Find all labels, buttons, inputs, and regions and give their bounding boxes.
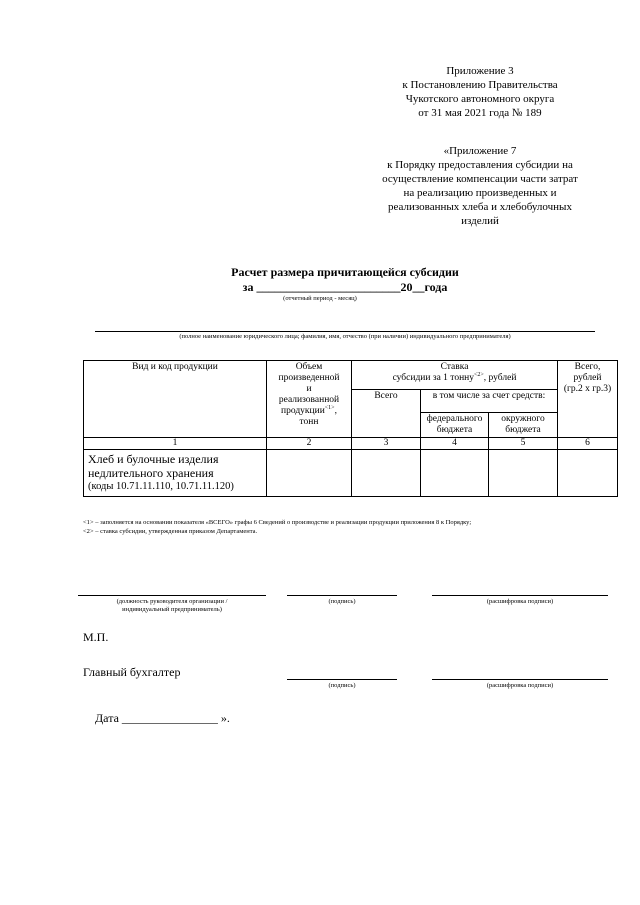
header-product-label: Вид и код продукции — [132, 362, 218, 372]
header-district-l2: бюджета — [505, 425, 541, 435]
header-total-l1: Всего, — [574, 362, 601, 372]
header-volume-l7: тонн — [299, 417, 319, 427]
footnotes — [83, 519, 603, 536]
head-decode-line — [432, 595, 608, 596]
date-line: Дата ________________ ». — [95, 711, 230, 725]
organization-caption: (полное наименование юридического лица; фамилия, имя, отчество (при наличии) индивидуального предпринимателя) — [179, 333, 511, 340]
header-federal-l2: бюджета — [436, 425, 473, 435]
product-l1: Хлеб и булочные изделия — [88, 452, 219, 466]
product-l3: (коды 10.71.11.110, 10.71.11.120) — [88, 481, 234, 492]
product-l2: недлительного хранения — [88, 466, 214, 480]
column-number: 2 — [267, 438, 352, 450]
rate-district-cell[interactable] — [489, 450, 558, 497]
column-number: 4 — [421, 438, 489, 450]
header-total-l2: рублей — [573, 373, 602, 383]
chief-accountant-label: Главный бухгалтер — [83, 665, 181, 679]
column-number: 3 — [352, 438, 421, 450]
rate-all-cell[interactable] — [352, 450, 421, 497]
appendix-7-line4: на реализацию произведенных и — [403, 187, 557, 199]
header-volume-l5: продукции — [281, 406, 325, 416]
appendix-7-header — [360, 144, 600, 228]
header-including-label: в том числе за счет средств: — [432, 391, 546, 401]
header-volume-l2: произведенной — [278, 373, 340, 383]
header-total — [558, 361, 618, 438]
stamp-label: М.П. — [83, 630, 109, 644]
title-line1: Расчет размера причитающейся субсидии — [231, 265, 459, 279]
header-total-l3: (гр.2 х гр.3) — [563, 384, 612, 394]
table-row — [84, 450, 618, 497]
header-volume — [267, 361, 352, 438]
header-volume-comma: , — [334, 406, 337, 416]
header-federal-l1: федерального — [426, 414, 483, 424]
header-rate-l2: субсидии за 1 тонну — [392, 373, 474, 383]
column-numbers-row — [84, 438, 618, 450]
header-rate-l3: , рублей — [483, 373, 517, 383]
appendix-3-header — [360, 64, 600, 120]
appendix-7-line3: осуществление компенсации части затрат — [382, 173, 578, 185]
column-number: 1 — [84, 438, 267, 450]
head-caption-l2: индивидуальный предприниматель) — [122, 606, 222, 613]
appendix-7-line5: реализованных хлеба и хлебобулочных — [388, 201, 572, 213]
header-district-l1: окружного — [501, 414, 545, 424]
column-number: 5 — [489, 438, 558, 450]
accountant-signature-line — [287, 679, 397, 680]
header-all — [352, 390, 421, 438]
total-cell[interactable] — [558, 450, 618, 497]
header-volume-l4: реализованной — [278, 395, 340, 405]
appendix-3-line3: Чукотского автономного округа — [405, 93, 555, 105]
title-line2: за ________________________20__года — [242, 280, 448, 294]
appendix-7-line2: к Порядку предоставления субсидии на — [387, 159, 573, 171]
footnote-1: <1> – заполняется на основании показателя «ВСЕГО» графы 6 Сведений о производстве и реализации продукции приложения 8 к Порядку; — [83, 519, 472, 526]
period-caption: (отчетный период - месяц) — [283, 295, 357, 302]
head-position-line — [78, 595, 266, 596]
column-number: 6 — [558, 438, 618, 450]
accountant-decode-line — [432, 679, 608, 680]
appendix-7-line1: «Приложение 7 — [443, 145, 517, 157]
head-decode-caption: (расшифровка подписи) — [486, 598, 554, 605]
header-rate — [352, 361, 558, 390]
header-federal — [421, 413, 489, 438]
volume-cell[interactable] — [267, 450, 352, 497]
organization-line — [95, 331, 595, 332]
calculation-table — [83, 360, 618, 497]
header-all-label: Всего — [374, 391, 398, 401]
header-volume-l1: Объем — [295, 362, 323, 372]
document-title — [150, 265, 540, 295]
product-cell — [84, 450, 267, 497]
header-product — [84, 361, 267, 438]
appendix-3-line4: от 31 мая 2021 года № 189 — [418, 107, 542, 119]
accountant-signature-caption: (подпись) — [328, 682, 356, 689]
footnote-2: <2> – ставка субсидии, утвержденная приказом Департамента. — [83, 527, 258, 535]
header-volume-l3: и — [306, 384, 312, 394]
header-district — [489, 413, 558, 438]
footnote-ref-2: <2> — [473, 371, 484, 378]
appendix-7-line6: изделий — [461, 215, 499, 227]
head-caption — [78, 598, 266, 614]
appendix-3-line1: Приложение 3 — [446, 65, 514, 77]
head-signature-line — [287, 595, 397, 596]
appendix-3-line2: к Постановлению Правительства — [402, 79, 558, 91]
accountant-decode-caption: (расшифровка подписи) — [486, 682, 554, 689]
header-including — [421, 390, 558, 413]
rate-federal-cell[interactable] — [421, 450, 489, 497]
head-caption-l1: (должность руководителя организации / — [116, 598, 228, 605]
head-signature-caption: (подпись) — [328, 598, 356, 605]
header-rate-l1: Ставка — [440, 362, 469, 372]
footnote-ref-1: <1> — [324, 404, 335, 411]
